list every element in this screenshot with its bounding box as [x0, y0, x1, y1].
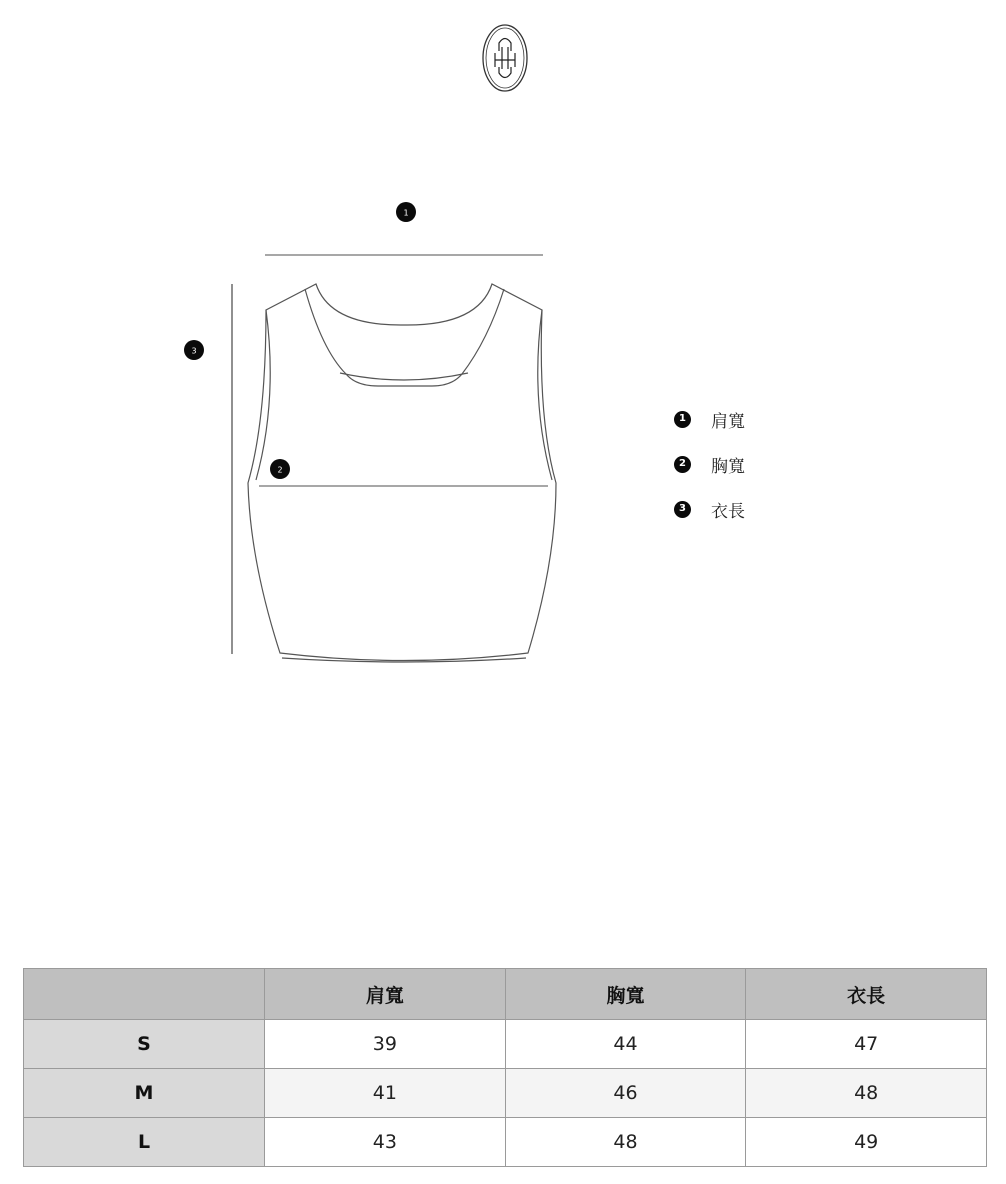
- marker-1-label: 1: [403, 208, 409, 218]
- table-header-cell: 胸寬: [505, 969, 746, 1020]
- marker-1: [396, 202, 416, 222]
- table-cell: 48: [746, 1069, 987, 1118]
- legend-label: 肩寬: [711, 411, 745, 432]
- table-cell: 41: [265, 1069, 506, 1118]
- table-cell: 47: [746, 1020, 987, 1069]
- marker-3: [184, 340, 204, 360]
- table-header-row: [24, 969, 987, 1020]
- crop-top-outline: [248, 284, 556, 662]
- table-cell: 46: [505, 1069, 746, 1118]
- table-row: [24, 1118, 987, 1167]
- marker-2: [270, 459, 290, 479]
- legend-number: 3: [674, 501, 691, 518]
- legend-item-shoulder-width: [674, 408, 874, 430]
- marker-2-label: 2: [277, 465, 283, 475]
- legend-label: 胸寬: [711, 456, 745, 477]
- size-label-cell: L: [24, 1118, 265, 1167]
- legend-number: 2: [674, 456, 691, 473]
- table-cell: 39: [265, 1020, 506, 1069]
- table-row: [24, 1069, 987, 1118]
- table-header-cell: [24, 969, 265, 1020]
- table-cell: 49: [746, 1118, 987, 1167]
- table-cell: 43: [265, 1118, 506, 1167]
- table-row: [24, 1020, 987, 1069]
- table-cell: 44: [505, 1020, 746, 1069]
- legend-number: 1: [674, 411, 691, 428]
- marker-3-label: 3: [191, 346, 197, 356]
- size-label-cell: S: [24, 1020, 265, 1069]
- legend-label: 衣長: [711, 501, 745, 522]
- table-header-cell: 衣長: [746, 969, 987, 1020]
- table-header-cell: 肩寬: [265, 969, 506, 1020]
- legend-item-body-length: [674, 498, 874, 520]
- size-label-cell: M: [24, 1069, 265, 1118]
- measurement-legend: [674, 408, 874, 543]
- size-chart-table: [23, 968, 987, 1167]
- legend-item-chest-width: [674, 453, 874, 475]
- table-cell: 48: [505, 1118, 746, 1167]
